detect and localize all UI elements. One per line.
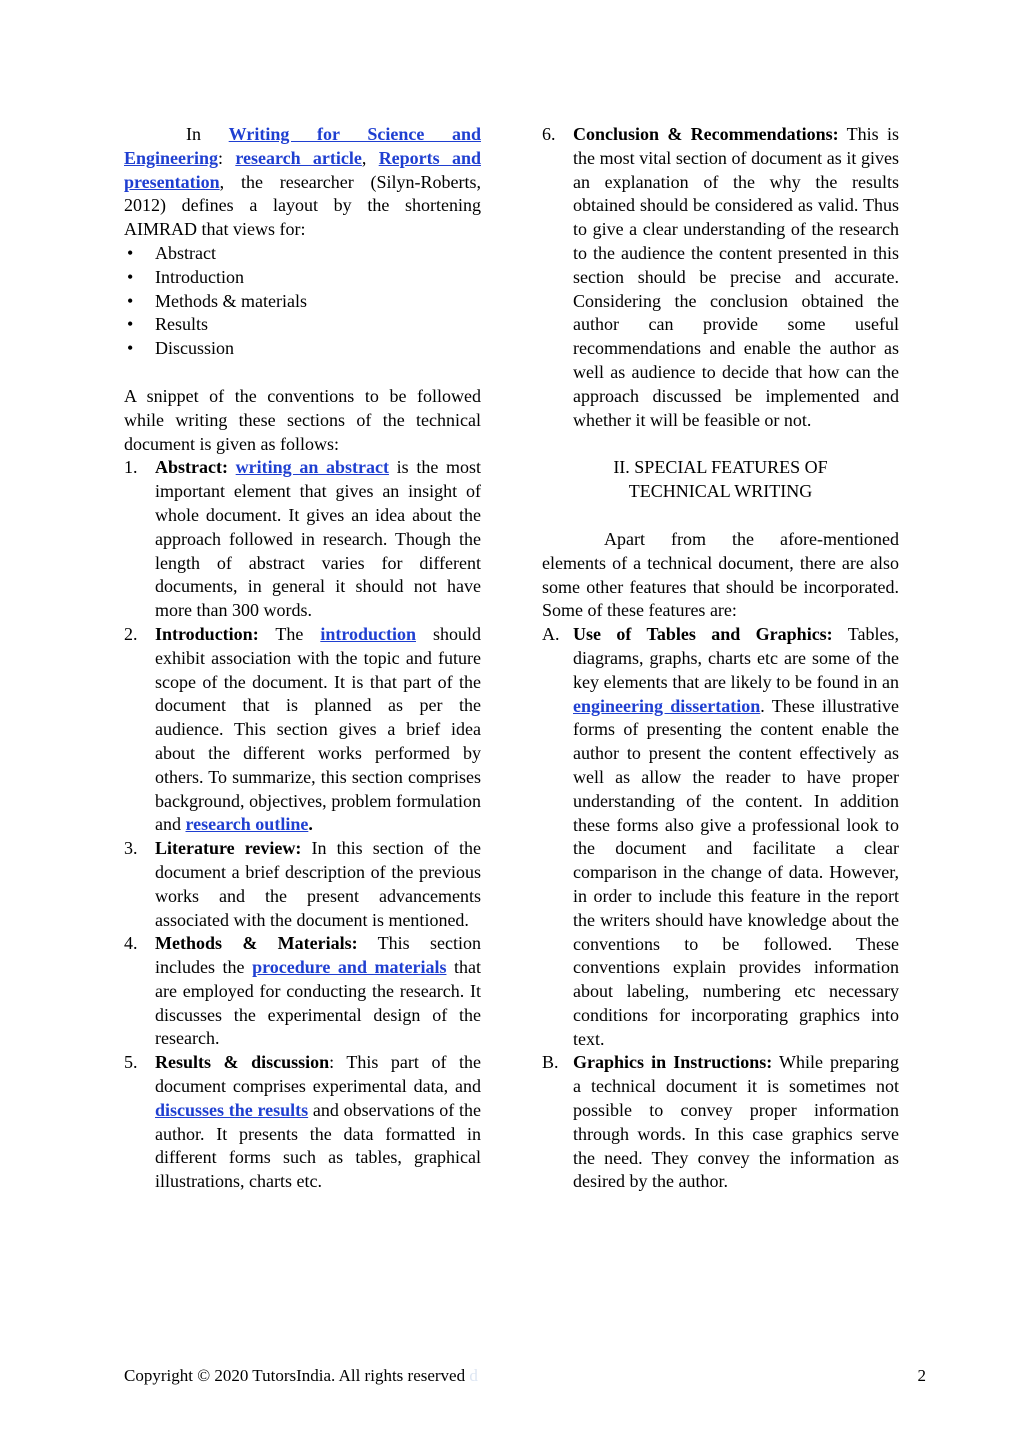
item-title: Conclusion & Recommendations:	[573, 124, 839, 144]
item-text: and observations of the author. It presents the data formatted in different forms such as tables, graphical illustrations, charts etc.	[155, 1099, 481, 1192]
writing-abstract-link[interactable]: writing an abstract	[235, 457, 389, 478]
item-number: 4.	[124, 933, 138, 954]
page-number: 2	[917, 1366, 926, 1385]
item-number: 3.	[124, 838, 138, 859]
item-text: should exhibit association with the topic and future scope of the document. It is that part of the document that is planned as per the audience. This section gives a brief idea about the different works performed by others. To summarize, this section comprises background, objectives, problem formulation and	[155, 623, 481, 835]
list-item	[542, 623, 899, 1051]
intro-text: , the researcher (Silyn-Roberts, 2012) defines a layout by the shortening AIMRAD that views for:	[124, 171, 481, 240]
intro-text: In	[186, 124, 229, 144]
research-outline-link[interactable]: research outline	[185, 814, 309, 835]
list-item	[124, 837, 481, 932]
item-text: : This part of the document comprises experimental data, and	[155, 1052, 481, 1097]
item-text: is the most important element that gives an insight of whole document. It gives an idea about the approach followed in research. Though the length of abstract varies for different documents, in general it should not have more than 300 words.	[155, 457, 481, 621]
item-text: In this section of the document a brief description of the previous works and the present advancements associated with the document is mentioned.	[155, 838, 481, 930]
item-text: This section includes the	[155, 933, 481, 978]
item-text	[228, 457, 236, 477]
reports-presentation-link[interactable]: Reports and presentation	[124, 147, 481, 192]
item-text: While preparing a technical document it is sometimes not possible to convey proper information through words. In this case graphics serve the need. They convey the information as desired by the author.	[573, 1052, 899, 1192]
copyright-text: Copyright © 2020 TutorsIndia. All rights reserved	[124, 1366, 466, 1385]
item-text: Tables, diagrams, graphs, charts etc are some of the key elements that are likely to be found in an	[573, 624, 899, 692]
apart-paragraph: Apart from the afore-mentioned elements of a technical document, there are also some other features that should be incorporated. Some of these features are:	[542, 528, 899, 621]
item-number: 5.	[124, 1052, 138, 1073]
item-number: 2.	[124, 623, 138, 644]
item-text: that are employed for conducting the research. It discusses the experimental design of the research.	[155, 957, 481, 1049]
list-item	[542, 123, 899, 432]
section-heading	[542, 456, 899, 504]
sections-list-continued	[542, 123, 899, 432]
list-item	[124, 932, 481, 1051]
item-title: Graphics in Instructions:	[573, 1052, 773, 1073]
item-number: 6.	[542, 124, 556, 144]
features-list	[542, 623, 899, 1194]
item-title: Use of Tables and Graphics:	[573, 624, 833, 645]
sections-list	[124, 456, 481, 1194]
item-title: Abstract:	[155, 457, 228, 478]
item-title: Literature review:	[155, 838, 302, 859]
aimrad-list	[124, 242, 481, 361]
item-letter: B.	[542, 1052, 559, 1073]
heading-line: II. SPECIAL FEATURES OF	[613, 457, 828, 478]
list-item: • Methods & materials	[124, 290, 481, 314]
item-text: . These illustrative forms of presenting the content enable the author to present the content effectively as well as allow the reader to have proper understanding of the content. In addition these forms also give a professional look to the document and facilitate a clear comparison in the change of data. However, in order to include this feature in the report the writers should have knowledge about the conventions to be followed. These conventions explain provides information about labeling, numbering etc necessary conditions for incorporating graphics into text.	[573, 695, 899, 1049]
discusses-results-link[interactable]: discusses the results	[155, 1099, 309, 1120]
item-text: The	[258, 623, 321, 644]
page-footer	[124, 1364, 926, 1388]
list-item: • Discussion	[124, 337, 481, 361]
list-item	[124, 456, 481, 623]
list-item: • Results	[124, 313, 481, 337]
intro-text: :	[218, 147, 236, 168]
item-text: This is the most vital section of document as it gives an explanation of the why the results obtained should be considered as valid. Thus to give a clear understanding of the research to the audience the content presented in this section should be precise and accurate. Considering the conclusion obtained the author can provide some useful recommendations and enable the author as well as audience to decide that how can the approach discussed be implemented and whether it will be feasible or not.	[573, 124, 899, 430]
right-column	[542, 123, 899, 1194]
item-title: Introduction:	[155, 623, 259, 644]
list-item	[124, 1051, 481, 1194]
intro-text: ,	[361, 147, 379, 168]
introduction-link[interactable]: introduction	[320, 623, 416, 644]
heading-line: TECHNICAL WRITING	[628, 481, 813, 502]
list-item	[542, 1051, 899, 1194]
item-title: Methods & Materials:	[155, 933, 358, 954]
list-item: • Abstract	[124, 242, 481, 266]
item-number: 1.	[124, 457, 138, 478]
writing-for-science-link[interactable]: Writing for Science and Engineering	[124, 124, 481, 168]
intro-paragraph	[124, 123, 481, 242]
snippet-paragraph: A snippet of the conventions to be followed while writing these sections of the technical document is given as follows:	[124, 385, 481, 454]
item-text: .	[308, 814, 313, 835]
left-column	[124, 123, 481, 1194]
item-letter: A.	[542, 624, 560, 645]
list-item	[124, 623, 481, 837]
engineering-dissertation-link[interactable]: engineering dissertation	[573, 695, 761, 716]
procedure-materials-link[interactable]: procedure and materials	[252, 957, 447, 978]
list-item: • Introduction	[124, 266, 481, 290]
research-article-link[interactable]: research article	[235, 147, 362, 168]
watermark-text: d	[469, 1366, 478, 1385]
item-title: Results & discussion	[155, 1052, 330, 1073]
